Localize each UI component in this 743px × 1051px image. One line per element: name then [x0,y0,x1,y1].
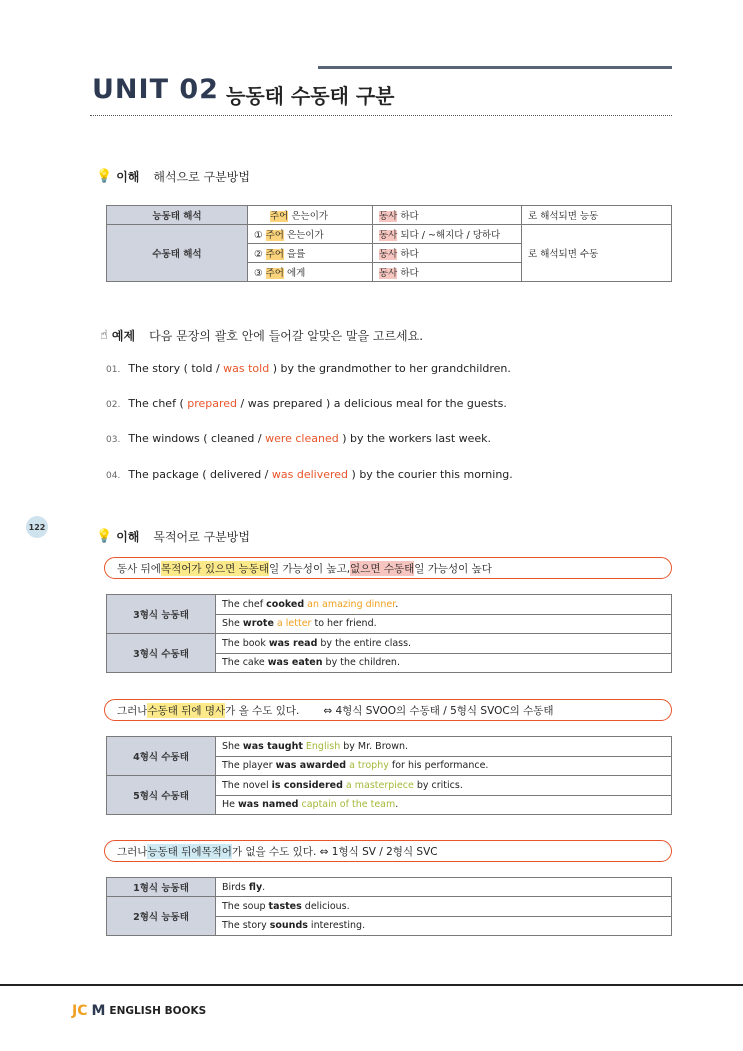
table-cell: ① 주어 은는이가 [248,225,373,244]
table-cell: The book was read by the entire class. [216,634,672,654]
object-table-3 [106,877,672,936]
brand-name: ENGLISH BOOKS [109,1005,207,1017]
page-title: 능동태 수동태 구분 [226,84,395,108]
section1-heading [96,168,250,185]
list-item: 03. The windows ( cleaned / were cleaned ) by the workers last week. [106,432,492,445]
table-cell: 주어 은는이가 [248,206,373,225]
header-top-bar [318,66,672,69]
row-head: 5형식 수동태 [107,776,216,815]
table-cell: She wrote a letter to her friend. [216,614,672,634]
list-item: 02. The chef ( prepared / was prepared ) a delicious meal for the guests. [106,397,507,410]
table-row [107,776,672,796]
rule-pill-1: 동사 뒤에 목적어가 있으면 능동태 일 가능성이 높고, 없으면 수동태 일 가능성이 높다 [104,557,672,579]
section1-label: 이해 [116,170,140,184]
table-row [107,206,672,225]
interpretation-table [106,205,672,282]
header-divider [90,115,672,116]
row-head: 2형식 능동태 [107,897,216,936]
table-cell: ② 주어 을를 [248,244,373,263]
table-row [107,634,672,654]
table-cell: He was named captain of the team. [216,795,672,815]
footer-logo [72,1003,206,1019]
lightbulb-icon: 💡 [96,529,113,544]
table-cell: 동사 하다 [373,263,522,282]
passive-result: 로 해석되면 수동 [522,225,672,282]
table-cell: The player was awarded a trophy for his performance. [216,756,672,776]
row-head: 3형식 능동태 [107,595,216,634]
table-row [107,737,672,757]
table-cell: The story sounds interesting. [216,916,672,936]
unit-label: UNIT 02 [92,74,219,105]
section2-label: 이해 [116,530,140,544]
passive-head: 수동태 해석 [107,225,248,282]
section1-title: 해석으로 구분방법 [153,170,250,184]
pointing-hand-icon: ☝ [100,328,108,343]
table-cell: The chef cooked an amazing dinner. [216,595,672,615]
active-result: 로 해석되면 능동 [522,206,672,225]
table-cell: She was taught English by Mr. Brown. [216,737,672,757]
row-head: 4형식 수동태 [107,737,216,776]
table-cell: ③ 주어 에게 [248,263,373,282]
table-cell: The soup tastes delicious. [216,897,672,917]
table-row [107,878,672,897]
table-cell: The novel is considered a masterpiece by critics. [216,776,672,796]
table-row [107,595,672,615]
table-row [107,897,672,917]
table-row [107,225,672,244]
table-cell: The cake was eaten by the children. [216,653,672,673]
section2-heading [96,528,250,545]
table-cell: 동사 되다 / ~해지다 / 당하다 [373,225,522,244]
lightbulb-icon: 💡 [96,169,113,184]
row-head: 3형식 수동태 [107,634,216,673]
logo-mark: JC [72,1003,88,1019]
section2-title: 목적어로 구분방법 [153,530,250,544]
row-head: 1형식 능동태 [107,878,216,897]
table-cell: 동사 하다 [373,244,522,263]
rule-pill-2: 그러나 수동태 뒤에 명사 가 올 수도 있다. ⇔ 4형식 SVOO의 수동태 / 5형식 SVOC의 수동태 [104,699,672,721]
object-table-2 [106,736,672,815]
list-item: 01. The story ( told / was told ) by the grandmother to her grandchildren. [106,362,511,375]
rule-pill-3: 그러나 능동태 뒤에 목적어 가 없을 수도 있다. ⇔ 1형식 SV / 2형식 SVC [104,840,672,862]
logo-mark-m: M [91,1003,106,1019]
table-cell: Birds fly. [216,878,672,897]
example-instruction: 다음 문장의 괄호 안에 들어갈 알맞은 말을 고르세요. [149,329,424,343]
table-cell: 동사 하다 [373,206,522,225]
example-label: 예제 [111,329,136,343]
list-item: 04. The package ( delivered / was delivered ) by the courier this morning. [106,468,513,481]
example-heading [100,327,423,344]
active-head: 능동태 해석 [107,206,248,225]
object-table-1 [106,594,672,673]
page-number: 122 [26,516,48,538]
footer-divider [0,984,743,986]
